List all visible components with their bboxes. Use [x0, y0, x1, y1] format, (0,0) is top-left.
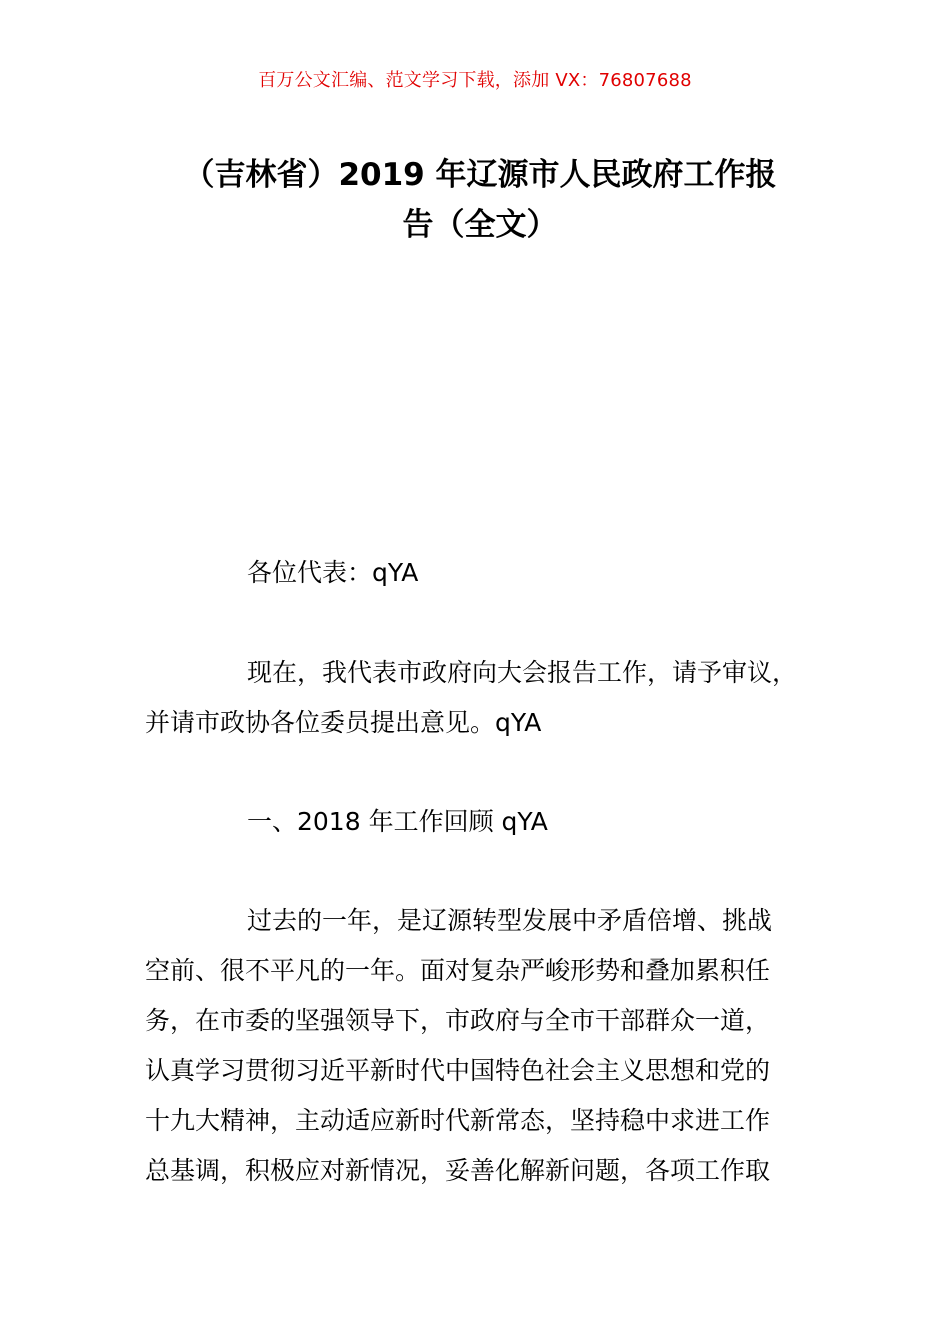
title-line-1: （吉林省）2019 年辽源市人民政府工作报: [183, 157, 777, 193]
header-watermark-note: 百万公文汇编、范文学习下载，添加 VX：76807688: [258, 70, 692, 91]
intro-paragraph: [145, 648, 835, 748]
review-paragraph: [145, 896, 835, 1196]
salutation: [145, 548, 835, 598]
section-heading-text: 一、2018 年工作回顾 qYA: [247, 807, 548, 836]
review-line: 十九大精神，主动适应新时代新常态，坚持稳中求进工作: [145, 1106, 771, 1135]
document-title: [140, 150, 820, 250]
section-heading: [145, 797, 835, 847]
review-line: 过去的一年，是辽源转型发展中矛盾倍增、挑战: [247, 906, 773, 935]
review-line: 总基调，积极应对新情况，妥善化解新问题，各项工作取: [145, 1156, 771, 1185]
review-line: 务，在市委的坚强领导下，市政府与全市干部群众一道，: [145, 1006, 771, 1035]
intro-line-1: 现在，我代表市政府向大会报告工作，请予审议，: [247, 658, 798, 687]
title-line-2: 告（全文）: [402, 207, 558, 243]
intro-line-2: 并请市政协各位委员提出意见。qYA: [145, 708, 542, 737]
review-line: 认真学习贯彻习近平新时代中国特色社会主义思想和党的: [145, 1056, 771, 1085]
salutation-text: 各位代表：qYA: [247, 558, 419, 587]
review-line: 空前、很不平凡的一年。面对复杂严峻形势和叠加累积任: [145, 956, 771, 985]
